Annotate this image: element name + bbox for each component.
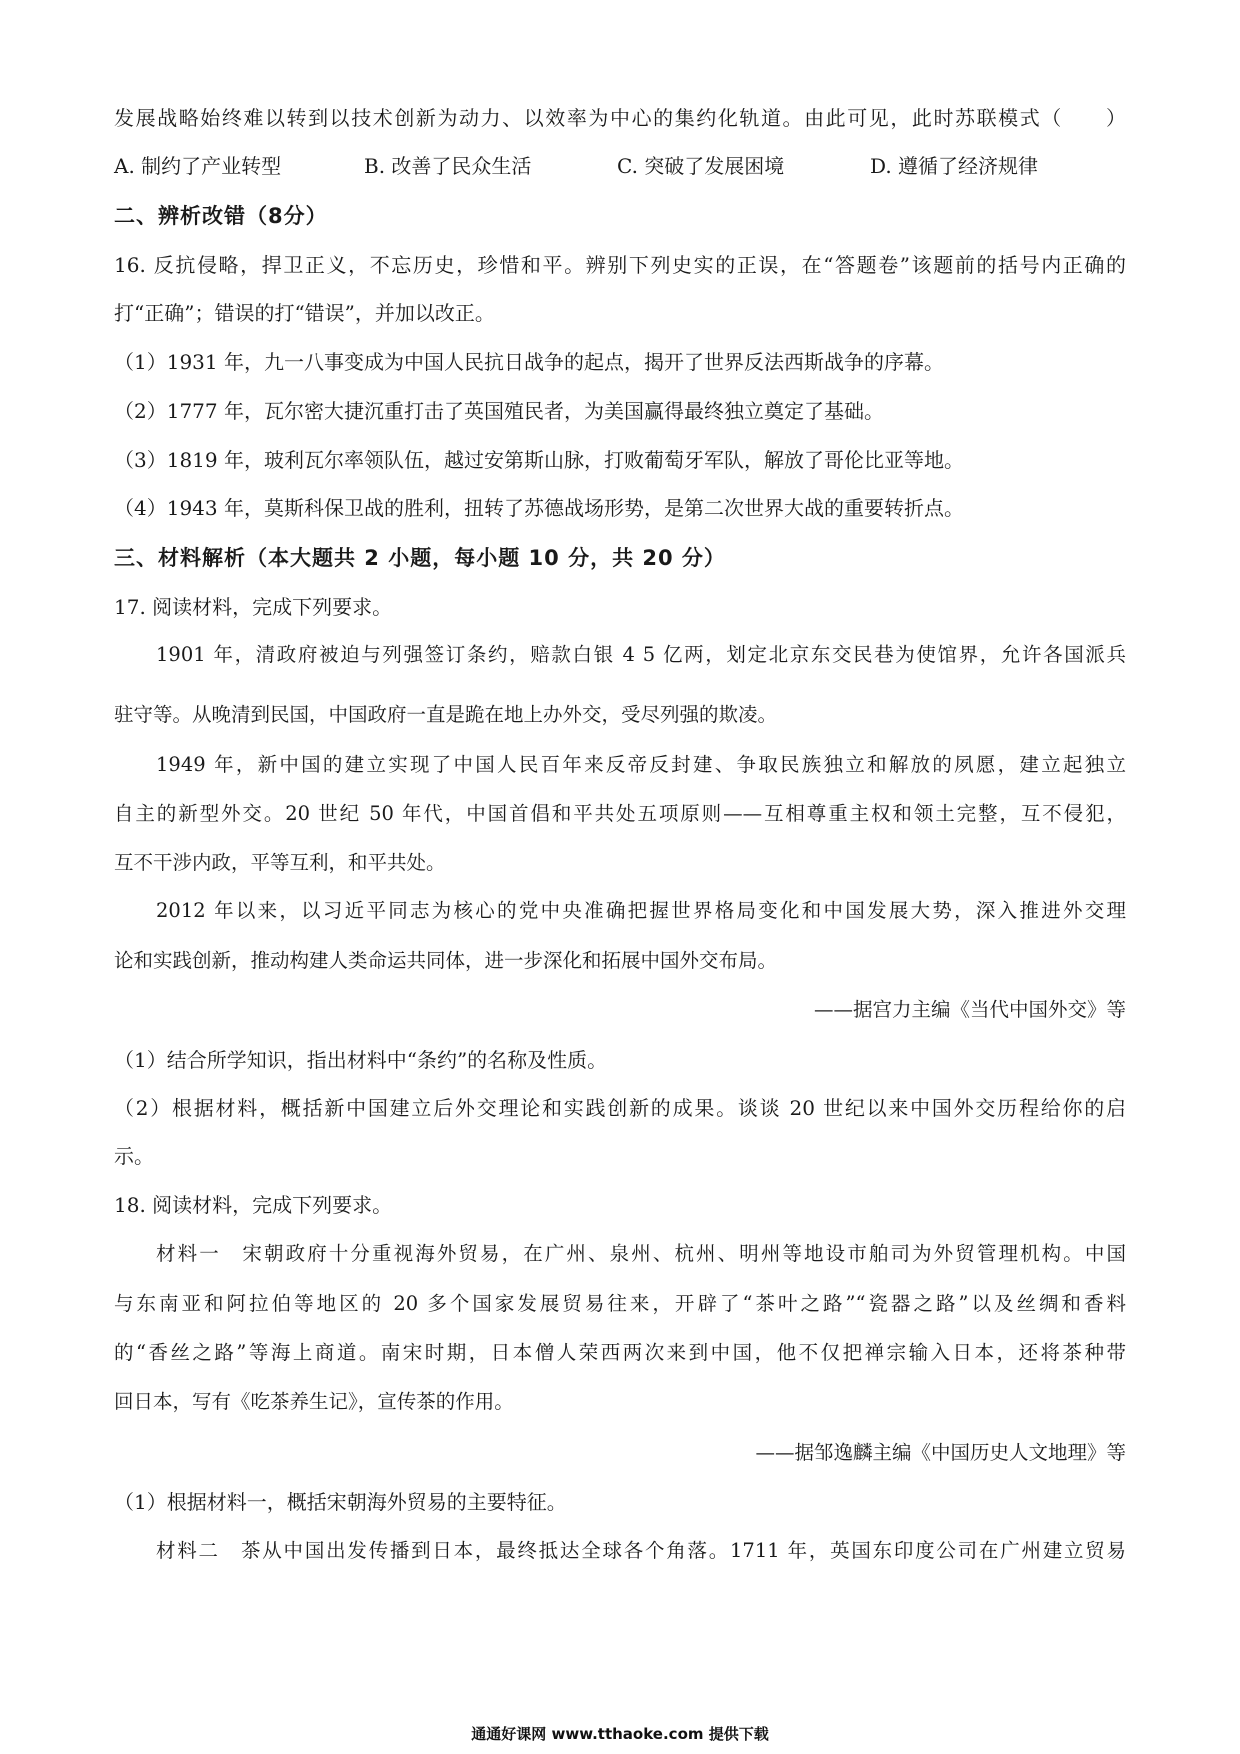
q15-option-b: B. 改善了民众生活 <box>364 154 532 178</box>
q18-material1-line4: 回日本，写有《吃茶养生记》，宣传茶的作用。 <box>114 1390 514 1413</box>
q18-material1-line2: 与东南亚和阿拉伯等地区的 20 多个国家发展贸易往来，开辟了“茶叶之路”“瓷器之路”以及丝绸和香料 <box>114 1292 1126 1315</box>
q15-option-d: D. 遵循了经济规律 <box>870 154 1039 178</box>
q16-stem-line2: 打“正确”；错误的打“错误”，并加以改正。 <box>114 301 495 325</box>
q17-material-p1-line1: 1901 年，清政府被迫与列强签订条约，赔款白银 4 5 亿两，划定北京东交民巷为使馆界，允许各国派兵 <box>156 643 1126 666</box>
section2-heading: 二、辨析改错（8分） <box>114 204 328 228</box>
q16-stem-line1: 16. 反抗侵略，捍卫正义，不忘历史，珍惜和平。辨别下列史实的正误，在“答题卷”该题前的括号内正确的 <box>114 253 1126 277</box>
q18-material1-line3: 的“香丝之路”等海上商道。南宋时期，日本僧人荣西两次来到中国，他不仅把禅宗输入日本，还将茶种带 <box>114 1341 1126 1364</box>
q17-ask-2-line2: 示。 <box>114 1144 154 1168</box>
q17-material-p2-line1: 1949 年，新中国的建立实现了中国人民百年来反帝反封建、争取民族独立和解放的夙愿，建立起独立 <box>156 753 1126 776</box>
q17-material-p1-line2: 驻守等。从晚清到民国，中国政府一直是跪在地上办外交，受尽列强的欺凌。 <box>114 703 778 726</box>
q17-source: ——据宫力主编《当代中国外交》等 <box>813 998 1126 1021</box>
page-footer-watermark: 通通好课网 www.tthaoke.com 提供下载 <box>471 1725 769 1743</box>
q18-stem: 18. 阅读材料，完成下列要求。 <box>114 1193 393 1217</box>
q18-ask-1: （1）根据材料一，概括宋朝海外贸易的主要特征。 <box>114 1490 567 1514</box>
q15-option-c: C. 突破了发展困境 <box>617 154 785 178</box>
q16-item-4: （4）1943 年，莫斯科保卫战的胜利，扭转了苏德战场形势，是第二次世界大战的重要转折点。 <box>114 496 964 520</box>
q17-material-p3-line2: 论和实践创新，推动构建人类命运共同体，进一步深化和拓展中国外交布局。 <box>114 949 778 972</box>
q15-stem-tail: 发展战略始终难以转到以技术创新为动力、以效率为中心的集约化轨道。由此可见，此时苏联模式（ ） <box>114 106 1126 130</box>
q17-ask-2-line1: （2）根据材料，概括新中国建立后外交理论和实践创新的成果。谈谈 20 世纪以来中国外交历程给你的启 <box>114 1096 1126 1120</box>
section3-heading: 三、材料解析（本大题共 2 小题，每小题 10 分，共 20 分） <box>114 546 726 570</box>
q17-material-p3-line1: 2012 年以来，以习近平同志为核心的党中央准确把握世界格局变化和中国发展大势，深入推进外交理 <box>156 899 1126 922</box>
q16-item-3: （3）1819 年，玻利瓦尔率领队伍，越过安第斯山脉，打败葡萄牙军队，解放了哥伦比亚等地。 <box>114 448 964 472</box>
q18-material2-line1: 材料二 茶从中国出发传播到日本，最终抵达全球各个角落。1711 年，英国东印度公司在广州建立贸易 <box>156 1539 1126 1562</box>
q15-option-a: A. 制约了产业转型 <box>114 154 282 178</box>
q16-item-1: （1）1931 年，九一八事变成为中国人民抗日战争的起点，揭开了世界反法西斯战争的序幕。 <box>114 350 944 374</box>
q16-item-2: （2）1777 年，瓦尔密大捷沉重打击了英国殖民者，为美国赢得最终独立奠定了基础。 <box>114 399 884 423</box>
q17-material-p2-line2: 自主的新型外交。20 世纪 50 年代，中国首倡和平共处五项原则——互相尊重主权和领土完整，互不侵犯， <box>114 802 1126 825</box>
q17-ask-1: （1）结合所学知识，指出材料中“条约”的名称及性质。 <box>114 1048 608 1072</box>
q17-material-p2-line3: 互不干涉内政，平等互利，和平共处。 <box>114 851 446 874</box>
q17-stem: 17. 阅读材料，完成下列要求。 <box>114 595 393 619</box>
q18-source1: ——据邹逸麟主编《中国历史人文地理》等 <box>755 1441 1126 1464</box>
q18-material1-line1: 材料一 宋朝政府十分重视海外贸易，在广州、泉州、杭州、明州等地设市舶司为外贸管理机构。中国 <box>156 1242 1126 1265</box>
